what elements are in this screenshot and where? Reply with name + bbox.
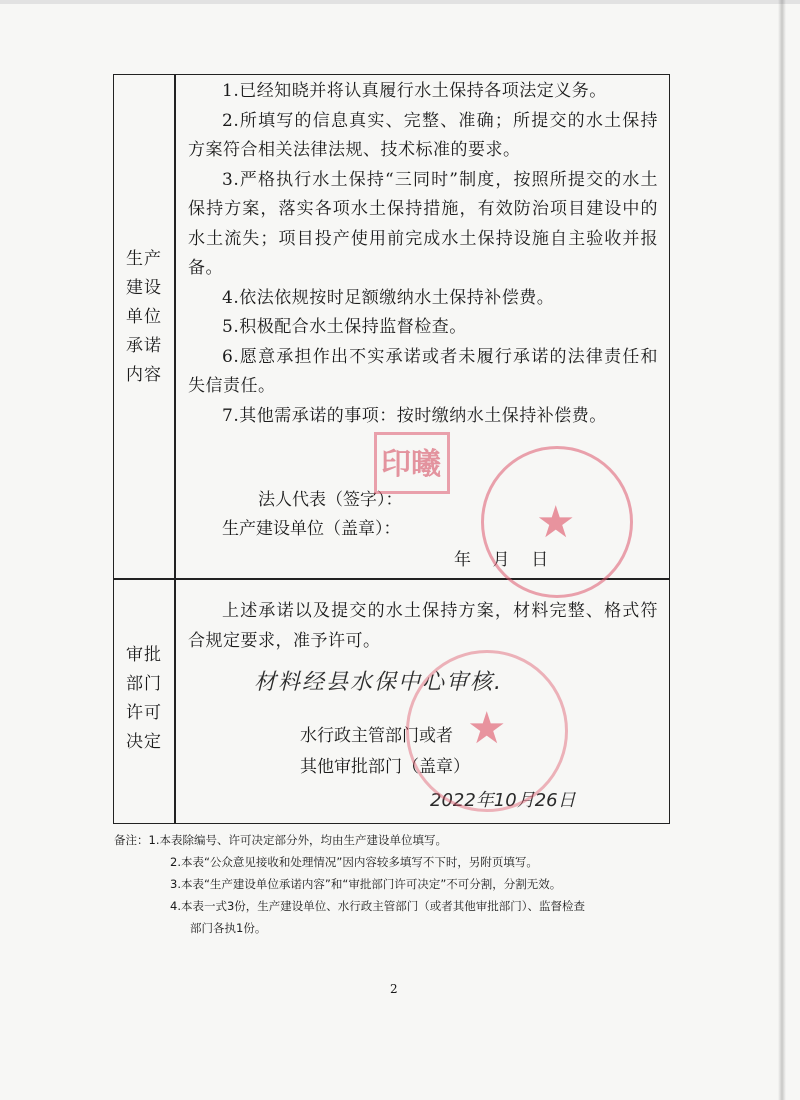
- label-line: 许可: [126, 703, 162, 723]
- column-divider: [174, 75, 176, 823]
- commitment-item: 5.积极配合水土保持监督检查。: [222, 317, 467, 337]
- note-item: 备注：1.本表除编号、许可决定部分外，均由生产建设单位填写。: [114, 833, 447, 847]
- star-icon: ★: [467, 703, 507, 754]
- label-line: 生产: [126, 249, 162, 269]
- company-round-seal: [481, 446, 633, 598]
- commitment-content: [188, 77, 658, 431]
- approval-content: [188, 597, 658, 656]
- commitment-item: 7.其他需承诺的事项：按时缴纳水土保持补偿费。: [222, 405, 607, 426]
- label-line: 承诺: [126, 336, 162, 356]
- scan-edge-top: [0, 0, 800, 4]
- note-item: 4.本表一式3份，生产建设单位、水行政主管部门（或者其他审批部门）、监督检查: [170, 899, 586, 913]
- note-prefix: 备注：: [114, 833, 149, 847]
- square-seal-text: 印曦: [381, 447, 441, 482]
- approval-round-seal: [406, 650, 568, 812]
- unit-seal-line: 生产建设单位（盖章）：: [222, 519, 401, 539]
- date-line: 年 月 日: [454, 550, 549, 570]
- commitment-item: 1.已经知晓并将认真履行水土保持各项法定义务。: [222, 81, 607, 101]
- page-number: 2: [390, 982, 398, 996]
- approval-row-label: [114, 641, 174, 757]
- note-item: 2.本表“公众意见接收和处理情况”因内容较多填写不下时，另附页填写。: [170, 855, 538, 869]
- legal-rep-signature-line: 法人代表（签字）：: [258, 490, 403, 510]
- approval-text: 上述承诺以及提交的水土保持方案，材料完整、格式符合规定要求，准予许可。: [188, 601, 658, 651]
- scan-edge-right: [778, 0, 786, 1100]
- label-line: 单位: [126, 307, 162, 327]
- label-line: 建设: [126, 278, 162, 298]
- note-item: 部门各执1份。: [190, 921, 267, 935]
- commitment-item: 2.所填写的信息真实、完整、准确；所提交的水土保持方案符合相关法律法规、技术标准的要求。: [188, 110, 658, 160]
- note-item: 3.本表“生产建设单位承诺内容”和“审批部门许可决定”不可分割，分割无效。: [170, 877, 562, 891]
- commitment-item: 4.依法依规按时足额缴纳水土保持补偿费。: [222, 287, 555, 308]
- commitment-item: 3.严格执行水土保持“三同时”制度，按照所提交的水土保持方案，落实各项水土保持措施，有效防治项目建设中的水土流失；项目投产使用前完成水土保持设施自主验收并报备。: [188, 169, 658, 278]
- square-seal-stamp: [374, 432, 450, 494]
- label-line: 部门: [126, 674, 162, 694]
- footnotes: [114, 829, 694, 939]
- handwritten-note: 材料经县水保中心审核.: [254, 670, 503, 695]
- label-line: 决定: [126, 732, 162, 752]
- authority-line: 水行政主管部门或者: [300, 726, 453, 746]
- label-line: 审批: [126, 645, 162, 665]
- handwritten-date: 2022年10月26日: [430, 790, 576, 811]
- label-line: 内容: [126, 365, 162, 385]
- authority-seal-line: 其他审批部门（盖章）: [300, 757, 470, 777]
- commitment-row-label: [114, 245, 174, 390]
- commitment-item: 6.愿意承担作出不实承诺或者未履行承诺的法律责任和失信责任。: [188, 346, 658, 396]
- star-icon: ★: [536, 497, 576, 548]
